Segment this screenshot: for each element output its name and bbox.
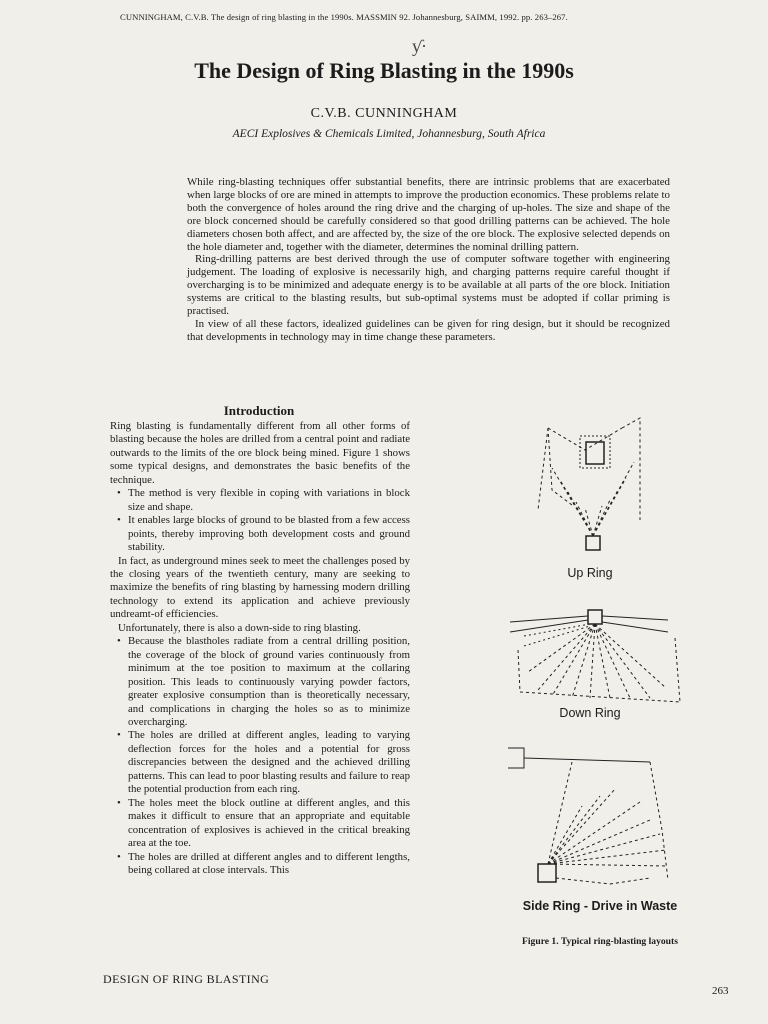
author-affiliation: AECI Explosives & Chemicals Limited, Johannesburg, South Africa bbox=[232, 128, 546, 140]
figure-1-diagrams bbox=[490, 410, 710, 910]
list-item-text: The holes meet the block outline at different angles, and this makes it difficult to ensure that an appropriate and equitable concentration of explosives is achieved in the critical breaking area at the toe. bbox=[128, 796, 410, 850]
paper-title: The Design of Ring Blasting in the 1990s bbox=[194, 58, 574, 83]
abstract bbox=[187, 176, 670, 344]
figure-caption: Figure 1. Typical ring-blasting layouts bbox=[522, 936, 678, 947]
bullet-icon: • bbox=[117, 635, 121, 648]
bullet-icon: • bbox=[117, 729, 121, 742]
list-item bbox=[110, 729, 410, 796]
benefits-list bbox=[110, 487, 410, 554]
handwritten-mark: ƴ· bbox=[412, 36, 427, 56]
side-ring-diagram bbox=[508, 748, 668, 884]
abstract-paragraph-2: Ring-drilling patterns are best derived through the use of computer software together with engineering judgement. The loading of explosive is necessarily high, and charging patterns require careful thought if overcharging is to be minimized and adequate energy is to be available at all parts of the ore block. Initiation systems are critical to the blasting results, but sub-optimal systems must be adopted if collar priming is practised. bbox=[187, 253, 670, 318]
running-footer: DESIGN OF RING BLASTING bbox=[103, 972, 270, 986]
section-heading-introduction: Introduction bbox=[223, 403, 295, 418]
list-item-text: Because the blastholes radiate from a central drilling position, the coverage of the block of ground varies continuously from minimum at the toe position to maximum at the collaring position. This leads to continuously varying powder factors, greater explosive consumption than is theoretically necessary, and complications in charging the holes so as to minimize overcharging. bbox=[128, 635, 410, 728]
bullet-icon: • bbox=[117, 514, 121, 527]
intro-paragraph-2: In fact, as underground mines seek to meet the challenges posed by the closing years of the twentieth century, many are seeking to maximize the benefits of ring blasting by harnessing modern drilling technology to extend its application and achieve previously undreamt-of efficiencies. bbox=[110, 554, 410, 621]
citation-header: CUNNINGHAM, C.V.B. The design of ring blasting in the 1990s. MASSMIN 92. Johannesburg, SAIMM, 1992. pp. 263–267. bbox=[120, 12, 568, 22]
list-item-text: The holes are drilled at different angles and to different lengths, being collared at close intervals. This bbox=[128, 850, 410, 876]
abstract-paragraph-3: In view of all these factors, idealized guidelines can be given for ring design, but it should be recognized that developments in technology may in time change these parameters. bbox=[187, 317, 670, 343]
intro-paragraph-3: Unfortunately, there is also a down-side to ring blasting. bbox=[118, 621, 361, 634]
bullet-icon: • bbox=[117, 796, 121, 809]
down-ring-label: Down Ring bbox=[559, 706, 621, 720]
introduction-body bbox=[110, 420, 410, 877]
bullet-icon: • bbox=[117, 850, 121, 863]
list-item bbox=[110, 851, 410, 878]
up-ring-label: Up Ring bbox=[567, 566, 613, 580]
list-item bbox=[110, 635, 410, 729]
author-name: C.V.B. CUNNINGHAM bbox=[310, 106, 458, 121]
up-ring-diagram bbox=[538, 418, 640, 550]
list-item bbox=[110, 514, 410, 554]
bullet-icon: • bbox=[117, 487, 121, 500]
list-item bbox=[110, 487, 410, 514]
list-item-text: It enables large blocks of ground to be blasted from a few access points, thereby improving both development costs and ground stability. bbox=[128, 514, 410, 554]
down-ring-diagram bbox=[510, 610, 680, 702]
abstract-paragraph-1: While ring-blasting techniques offer substantial benefits, there are intrinsic problems that are exacerbated when large blocks of ore are mined in attempts to improve the production economics. These problems relate to both the convergence of holes around the ring drive and the charging of up-holes. The size and shape of the ore block concerned should be carefully considered so that good drilling patterns can be achieved. The hole diameters chosen both affect, and are affected by, the size of the ore block. The explosive selected depends on the hole diameter and, together with the diameter, determines the nominal drilling pattern. bbox=[187, 176, 670, 253]
list-item-text: The method is very flexible in coping with variations in block size and shape. bbox=[128, 487, 410, 513]
side-ring-label: Side Ring - Drive in Waste bbox=[522, 899, 678, 913]
intro-paragraph-1: Ring blasting is fundamentally different from all other forms of blasting because the holes are drilled from a central point and radiate outwards to the limits of the ore block being mined. Figure 1 shows some typical designs, and demonstrates the basic benefits of the technique. bbox=[110, 420, 410, 486]
list-item bbox=[110, 797, 410, 851]
downsides-list bbox=[110, 635, 410, 877]
page-number: 263 bbox=[712, 985, 729, 997]
list-item-text: The holes are drilled at different angles, leading to varying deflection forces for the holes and a potential for gross discrepancies between the designed and the achieved drilling patterns. This can lead to poor blasting results and failure to reap the potential production from each ring. bbox=[128, 729, 410, 796]
